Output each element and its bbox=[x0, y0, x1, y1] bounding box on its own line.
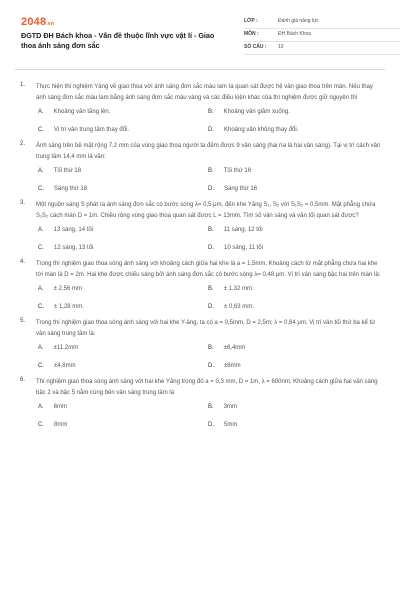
option-letter: A. bbox=[38, 345, 44, 351]
option-text: ±11,2mm bbox=[53, 345, 79, 351]
option-c[interactable] bbox=[38, 245, 93, 251]
meta-key: MÔN : bbox=[244, 31, 259, 37]
option-text: ± 0,63 mm. bbox=[224, 304, 254, 310]
option-b[interactable] bbox=[208, 109, 290, 115]
meta-value: 10 bbox=[278, 44, 284, 50]
question-list bbox=[20, 82, 382, 436]
option-letter: D. bbox=[208, 422, 214, 428]
site-logo[interactable] bbox=[21, 16, 54, 28]
option-letter: A. bbox=[38, 168, 44, 174]
question-text: Thí nghiệm giao thoa sóng ánh sáng với hai khe Yâng trong đó a = 0,3 mm, D = 1m, λ = 600nm. Khoảng cách giữa hai vân sáng bậc 2 và bậc 5 nằm cùng bên vân sáng trung tâm là bbox=[36, 379, 378, 396]
header bbox=[21, 16, 381, 60]
option-a[interactable] bbox=[38, 345, 78, 351]
option-letter: C. bbox=[38, 186, 44, 192]
option-text: Tối thứ 18 bbox=[53, 168, 82, 174]
option-letter: A. bbox=[38, 404, 44, 410]
option-d[interactable] bbox=[208, 186, 257, 192]
option-a[interactable] bbox=[38, 168, 81, 174]
option-letter: A. bbox=[38, 109, 44, 115]
option-c[interactable] bbox=[38, 304, 84, 310]
option-text: ± 2,56 mm bbox=[53, 286, 82, 292]
option-c[interactable] bbox=[38, 422, 67, 428]
option-b[interactable] bbox=[208, 286, 254, 292]
meta-value: ĐH Bách Khoa bbox=[278, 31, 312, 37]
option-b[interactable] bbox=[208, 227, 263, 233]
option-text: ±4,8mm bbox=[54, 363, 76, 369]
option-letter: A. bbox=[38, 227, 44, 233]
option-group bbox=[38, 398, 382, 436]
meta-key: SỐ CÂU : bbox=[244, 44, 267, 50]
option-d[interactable] bbox=[208, 363, 241, 369]
option-group bbox=[38, 162, 382, 200]
option-c[interactable] bbox=[38, 363, 76, 369]
option-b[interactable] bbox=[208, 404, 237, 410]
question-text: Trong thí nghiệm giao thoa sóng ánh sáng với hai khe Y-âng, ta có a = 0,5mm, D = 2,5m; λ = 0,64 μm. Vị trí vân tối thứ ba kể từ vân sáng trung tâm là: bbox=[36, 320, 376, 337]
meta-key: LỚP : bbox=[244, 18, 258, 24]
option-letter: C. bbox=[38, 245, 44, 251]
option-text: Sáng thứ 16 bbox=[224, 186, 258, 192]
question-4 bbox=[20, 259, 382, 318]
option-a[interactable] bbox=[38, 286, 82, 292]
option-d[interactable] bbox=[208, 304, 254, 310]
option-text: ±6,4mm bbox=[223, 345, 246, 351]
option-letter: D. bbox=[208, 363, 214, 369]
option-text: 13 sáng, 14 tối bbox=[53, 227, 94, 233]
option-letter: A. bbox=[38, 286, 44, 292]
option-letter: C. bbox=[38, 363, 44, 369]
question-number: 5. bbox=[20, 318, 26, 324]
option-text: Vị trí vân trung tâm thay đổi. bbox=[54, 127, 130, 133]
question-text: Một nguồn sáng S phát ra ánh sáng đơn sắc có bước sóng λ= 0,5 μm, đến khe Yâng S₁, S₂ với S₁S₂ = 0,5mm. Mặt phẳng chứa S₁S₂ cách màn D = 1m. Chiều rộng vùng giao thoa quan sát được L = 13mm. Tìm số vân sáng và vân tối quan sát được? bbox=[36, 202, 376, 219]
option-letter: B. bbox=[208, 286, 214, 292]
option-text: Sáng thứ 18 bbox=[54, 186, 88, 192]
option-a[interactable] bbox=[38, 109, 110, 115]
option-b[interactable] bbox=[208, 168, 251, 174]
option-a[interactable] bbox=[38, 227, 93, 233]
option-letter: B. bbox=[208, 345, 214, 351]
question-number: 2. bbox=[20, 141, 26, 147]
option-a[interactable] bbox=[38, 404, 67, 410]
option-letter: D. bbox=[208, 245, 214, 251]
option-d[interactable] bbox=[208, 422, 237, 428]
option-group bbox=[38, 221, 382, 259]
option-d[interactable] bbox=[208, 127, 298, 133]
option-letter: B. bbox=[208, 404, 214, 410]
option-text: ± 1,32 mm. bbox=[223, 286, 254, 292]
option-text: 8mm bbox=[54, 422, 68, 428]
option-letter: B. bbox=[208, 227, 214, 233]
option-text: Khoảng vân giảm xuống. bbox=[223, 109, 291, 115]
meta-table bbox=[244, 16, 400, 55]
option-letter: B. bbox=[208, 168, 214, 174]
option-text: Khoảng vân không thay đổi. bbox=[224, 127, 299, 133]
question-number: 3. bbox=[20, 200, 26, 206]
option-b[interactable] bbox=[208, 345, 245, 351]
option-text: ± 1,28 mm. bbox=[54, 304, 84, 310]
meta-row-count bbox=[244, 42, 400, 55]
option-letter: C. bbox=[38, 127, 44, 133]
option-text: 5mm bbox=[224, 422, 238, 428]
option-letter: D. bbox=[208, 186, 214, 192]
option-text: Khoảng vân tăng lên. bbox=[53, 109, 111, 115]
document-title: ĐGTD ĐH Bách khoa - Vấn đề thuộc lĩnh vực vật lí - Giao thoa ánh sáng đơn sắc bbox=[21, 31, 215, 50]
question-text: Ánh sáng trên bề mặt rộng 7,2 mm của vùng giao thoa người ta đếm được 9 vân sáng (hai rìa là hai vân sáng). Tại vị trí cách vân trung tâm 14,4 mm là vân: bbox=[36, 143, 381, 160]
option-text: 6mm bbox=[53, 404, 68, 410]
option-letter: D. bbox=[208, 127, 214, 133]
question-2 bbox=[20, 141, 382, 200]
option-text: 11 sáng, 12 tối bbox=[223, 227, 263, 233]
meta-row-subject bbox=[244, 29, 400, 42]
option-text: Tối thứ 16 bbox=[223, 168, 252, 174]
question-3 bbox=[20, 200, 382, 259]
question-6 bbox=[20, 377, 382, 436]
option-c[interactable] bbox=[38, 186, 87, 192]
option-letter: B. bbox=[208, 109, 214, 115]
option-c[interactable] bbox=[38, 127, 129, 133]
question-5 bbox=[20, 318, 382, 377]
option-group bbox=[38, 103, 382, 141]
logo-suffix: .vn bbox=[46, 21, 55, 27]
option-text: 3mm bbox=[223, 404, 238, 410]
meta-value: Đánh giá năng lực bbox=[278, 18, 319, 24]
option-group bbox=[38, 280, 382, 318]
option-text: 12 sáng, 13 tối bbox=[54, 245, 94, 251]
meta-row-class bbox=[244, 16, 400, 29]
question-text: Thực hiện thí nghiệm Yâng về giao thoa với ánh sáng đơn sắc màu lam ta quan sát được hệ vân giao thoa trên màn. Nếu thay ánh sáng đơn sắc màu lam bằng ánh sáng đơn sắc màu vàng và các điều kiện khác của thí nghiệm được giữ nguyên thì bbox=[36, 84, 373, 101]
option-text: ±8mm bbox=[224, 363, 241, 369]
question-number: 1. bbox=[20, 82, 26, 88]
header-divider bbox=[15, 69, 385, 70]
question-1 bbox=[20, 82, 382, 141]
option-letter: C. bbox=[38, 422, 44, 428]
option-text: 10 sáng, 11 tối bbox=[224, 245, 263, 251]
option-letter: D. bbox=[208, 304, 214, 310]
question-number: 4. bbox=[20, 259, 26, 265]
logo-text: 2048 bbox=[21, 16, 47, 28]
option-d[interactable] bbox=[208, 245, 263, 251]
option-group bbox=[38, 339, 382, 377]
question-number: 6. bbox=[20, 377, 26, 383]
question-text: Trong thí nghiệm giao thoa sóng ánh sáng với khoảng cách giữa hai khe là a = 1,5mm. Khoảng cách từ mặt phẳng chứa hai khe tới màn là D = 2m. Hai khe được chiếu sáng bởi ánh sáng đơn sắc có bước sóng λ= 0,48 μm. Vị trí vân sáng bậc hai trên màn là: bbox=[36, 261, 381, 278]
option-letter: C. bbox=[38, 304, 44, 310]
